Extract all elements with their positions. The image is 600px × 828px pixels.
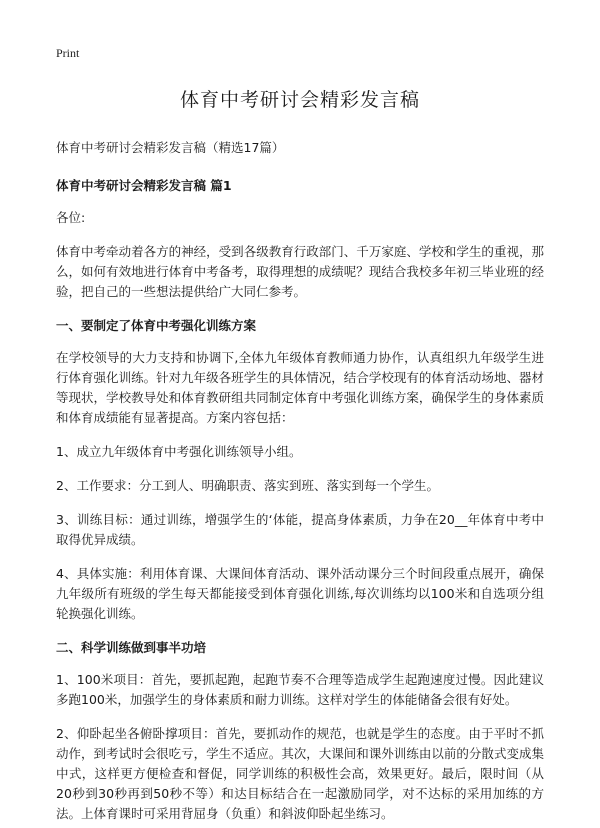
section-2-heading: 二、科学训练做到事半功培	[56, 640, 207, 655]
section-1-item-1: 1、成立九年级体育中考强化训练领导小组。	[56, 444, 302, 459]
section-1-item-4: 4、具体实施：利用体育课、大课间体育活动、课外活动课分三个时间段重点展开，确保九年级所有班级的学生每天都能接受到体育强化训练,每次训练均以100米和自选项分组轮换强化训练。	[56, 566, 544, 621]
print-label: Print	[56, 46, 80, 60]
section-1-item-3: 3、训练目标：通过训练，增强学生的‘体能，提高身体素质，力争在20__年体育中考中取得优异成绩。	[56, 512, 544, 547]
document-title: 体育中考研讨会精彩发言稿	[179, 89, 420, 111]
article-heading: 体育中考研讨会精彩发言稿 篇1	[56, 178, 232, 193]
section-2-item-2: 2、仰卧起坐各俯卧撑项目：首先，要抓动作的规范，也就是学生的态度。由于平时不抓动作，到考试时会很吃亏，学生不适应。其次，大课间和课外训练由以前的分散式变成集中式，这样更方便检查和督促，同学训练的积极性会高，效果更好。最后，限时间（从20秒到30秒再到50秒不等）和达目标结合在一起激励同学，对不达标的采用加练的方法。上体育课时可采用背屈身（负重）和斜波仰卧起坐练习。	[56, 726, 544, 821]
section-1-item-2: 2、工作要求：分工到人、明确职责、落实到班、落实到每一个学生。	[56, 478, 439, 493]
section-2-item-1: 1、100米项目：首先，要抓起跑，起跑节奏不合理等造成学生起跑速度过慢。因此建议多跑100米，加强学生的身体素质和耐力训练。这样对学生的体能储备会很有好处。	[56, 672, 544, 707]
section-1-heading: 一、要制定了体育中考强化训练方案	[56, 318, 257, 333]
intro-paragraph: 体育中考牵动着各方的神经，受到各级教育行政部门、千万家庭、学校和学生的重视，那么，如何有效地进行体育中考备考，取得理想的成绩呢？现结合我校多年初三毕业班的经验，把自己的一些想法提供给广大同仁参考。	[56, 244, 544, 299]
section-1-paragraph: 在学校领导的大力支持和协调下,全体九年级体育教师通力协作，认真组织九年级学生进行体育强化训练。针对九年级各班学生的具体情况，结合学校现有的体育活动场地、器材等现状，学校教导处和体育教研组共同制定体育中考强化训练方案，确保学生的身体素质和体育成绩能有显著提高。方案内容包括：	[56, 350, 544, 425]
greeting: 各位:	[56, 210, 86, 225]
document-subtitle: 体育中考研讨会精彩发言稿（精选17篇）	[56, 140, 285, 155]
